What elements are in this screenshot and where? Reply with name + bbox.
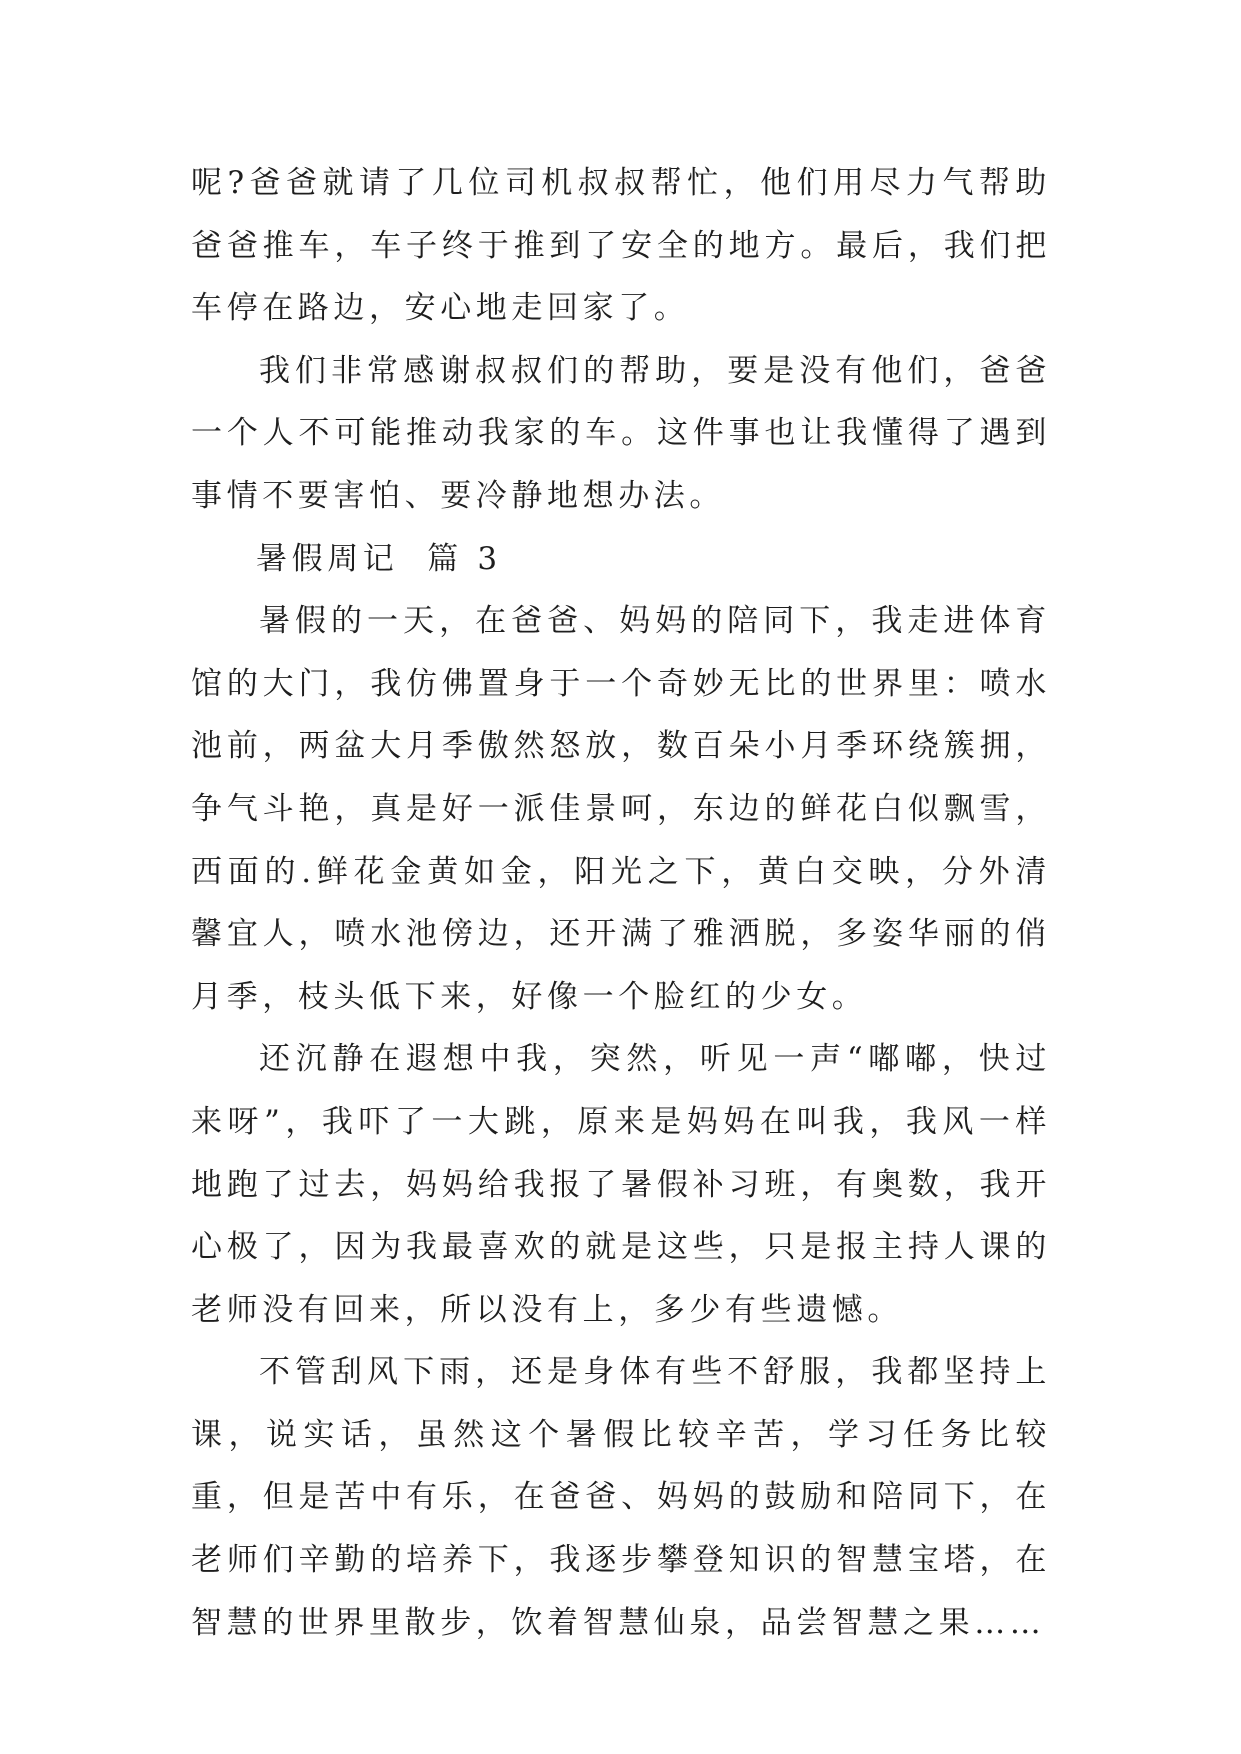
paragraph-4: 还沉静在遐想中我，突然，听见一声“嘟嘟，快过来呀”，我吓了一大跳，原来是妈妈在叫我，我风一样地跑了过去，妈妈给我报了暑假补习班，有奥数，我开心极了，因为我最喜欢的就是这些，只是报主持人课的老师没有回来，所以没有上，多少有些遗憾。 [191, 1041, 1051, 1328]
section-title: 暑假周记 篇 3 [256, 540, 502, 577]
paragraph-3: 暑假的一天，在爸爸、妈妈的陪同下，我走进体育馆的大门，我仿佛置身于一个奇妙无比的世界里：喷水池前，两盆大月季傲然怒放，数百朵小月季环绕簇拥，争气斗艳，真是好一派佳景呵，东边的鲜花白似飘雪，西面的.鲜花金黄如金，阳光之下，黄白交映，分外清馨宜人，喷水池傍边，还开满了雅洒脱，多姿华丽的俏月季，枝头低下来，好像一个脸红的少女。 [191, 603, 1051, 1015]
paragraph-1: 呢?爸爸就请了几位司机叔叔帮忙，他们用尽力气帮助爸爸推车，车子终于推到了安全的地方。最后，我们把车停在路边，安心地走回家了。 [191, 165, 1051, 327]
paragraph-5: 不管刮风下雨，还是身体有些不舒服，我都坚持上课，说实话，虽然这个暑假比较辛苦，学习任务比较重，但是苦中有乐，在爸爸、妈妈的鼓励和陪同下，在老师们辛勤的培养下，我逐步攀登知识的智慧宝塔，在智慧的世界里散步，饮着智慧仙泉，品尝智慧之果…… [191, 1354, 1051, 1641]
paragraph-2: 我们非常感谢叔叔们的帮助，要是没有他们，爸爸一个人不可能推动我家的车。这件事也让我懂得了遇到事情不要害怕、要冷静地想办法。 [191, 352, 1051, 514]
document-body [191, 152, 1051, 1654]
